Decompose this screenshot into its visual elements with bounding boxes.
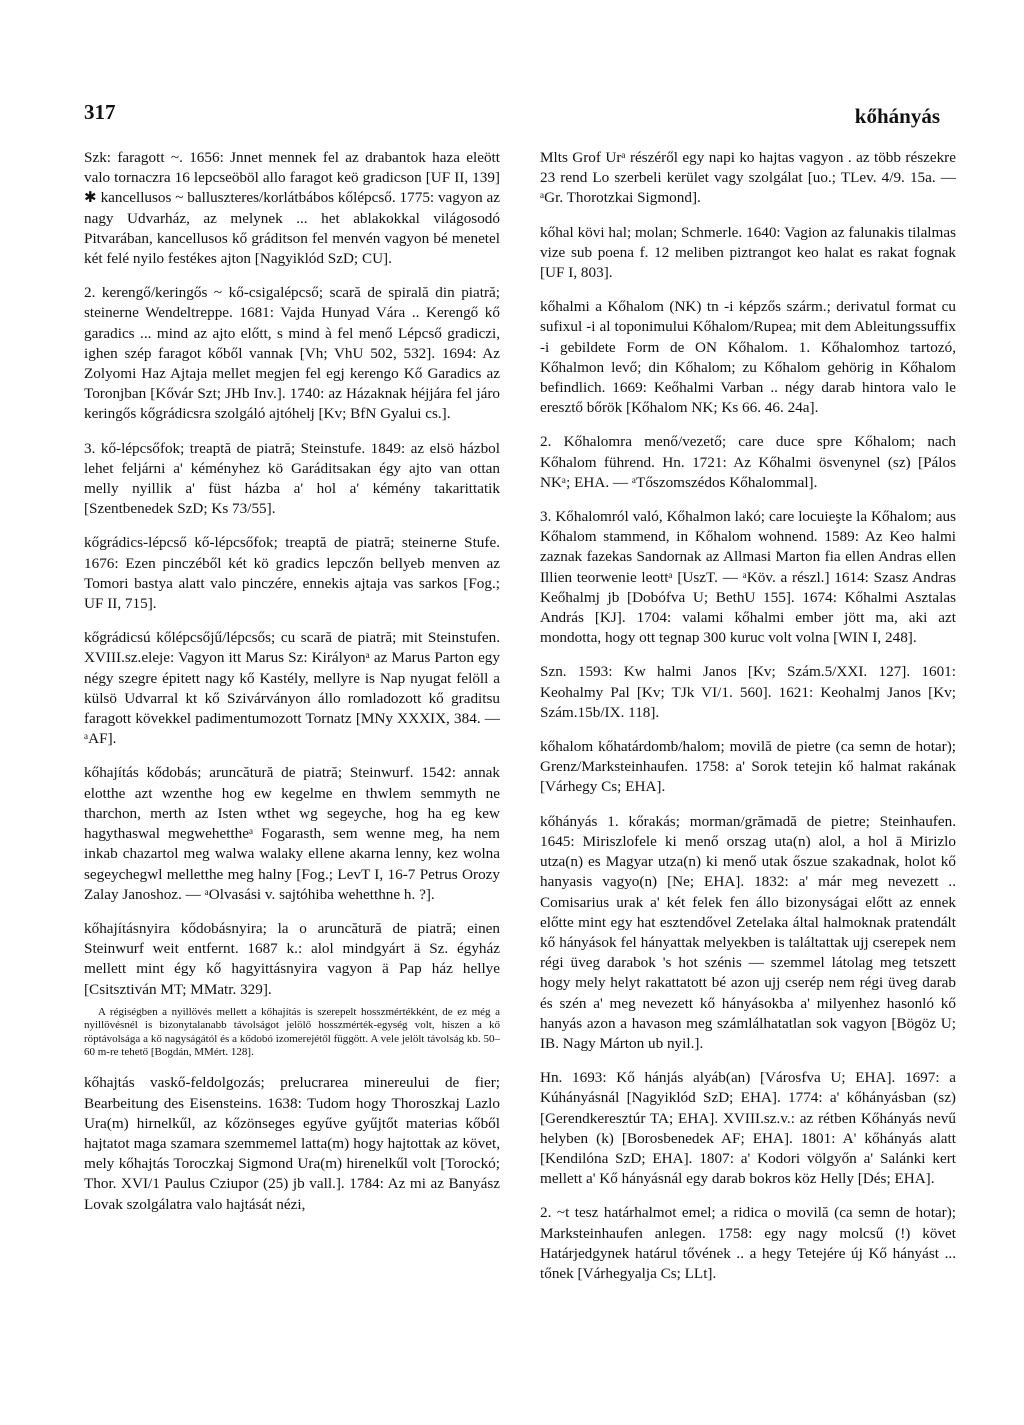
- entry-kohanyas: kőhányás 1. kőrakás; morman/grămadă de pietre; Steinhaufen. 1645: Miriszlofele ki menő orszag uta(n) alol, a hol ā Mirizlo utza(n) es Magyar utza(n) ki menő utak őszue szakadnak, holot kő hanyasis vagyo(n) [Ne; EHA]. 1832: a' már meg nevezett .. Comisarius urak a' két felek fen állo bizonyságai előtt az ennek előtte mint egy hat esztendővel Zetelaka által halmoknak pratendált kő hányások fel hányattak melyekben is találtattak ujj cserepek nem régi üveg darabok 's hot szénis — szemmel látolag meg tetszett hogy mely helyt rakattatott bé azon ujj cserép nem régi üveg darab és szén a' meg nevezett kő hányásokba a' milyenhez hasonló kő hanyás azon a havason meg számlálhatatlan sok vagyon [Bögöz U; IB. Nagy Márton ub nyil.].: [540, 812, 956, 1052]
- placenames-hn: Hn. 1693: Kő hánjás alyáb(an) [Városfva U; EHA]. 1697: a Kúhányásnál [Nagyiklód SzD; EHA]. 1774: a' kőhányásban (sz) [Gerendkeresztúr TA; EHA]. XVIII.sz.v.: az rétben Kőhányás nevű helyben (k) [Borosbenedek AF; EHA]. 1801: A' kőhányás alatt [Kendilóna SzD; EHA]. 1807: a' Kodori völgyőn a' Salánki kert mellett a' Kő hányásnál egy darab bokros köz Helly [Dés; EHA].: [540, 1069, 956, 1188]
- entry-kogradicsu: kőgrádicsú kőlépcsőjű/lépcsős; cu scară de piatră; mit Steinstufen. XVIII.sz.eleje: Vagyon itt Marus Sz: Királyonᵃ az Marus Parton egy négy szegre épitett nagy kő Kastély, mellyre is Nap nyugat felöll a külsö Udvarral kt kő Szivárványon állo romladozott kő graditsu faragott kövekkel padimentumozott Tornatz [MNy XXXIX, 384. — ᵃAF].: [84, 629, 500, 748]
- running-head: kőhányás: [854, 104, 940, 128]
- entry-kohalom: kőhalom kőhatárdomb/halom; movilă de pietre (ca semn de hotar); Grenz/Marksteinhaufen. 1758: a' Sorok tetejin kő halmat rakának [Várhegy Cs; EHA].: [540, 738, 956, 796]
- entry-kohalmi: kőhalmi a Kőhalom (NK) tn -i képzős szárm.; derivatul format cu sufixul -i al toponimului Kőhalom/Rupea; mit dem Ableitungssuffix -i gebildete Form de ON Kőhalom. 1. Kőhalomhoz tartozó, Kőhalmon levő; din Kőhalom; zu Kőhalom gehörig in Kőhalom befindlich. 1669: Keőhalmi Varban .. négy darab hintora valo le eresztő bőrök [Kőhalom NK; Ks 66. 46. 24a].: [540, 298, 956, 417]
- sense-t-tesz: 2. ~t tesz határhalmot emel; a ridica o movilă (ca semn de hotar); Marksteinhaufen anlegen. 1758: egy nagy molcsű (!) követ Határjedgynek határul tővének .. a hegy Tetejére új Kő hányást ... tőnek [Várhegyalja Cs; LLt].: [540, 1204, 956, 1282]
- entry-kohal: kőhal kövi hal; molan; Schmerle. 1640: Vagion az falunakis tilalmas vize sub poena f. 12 meliben piztrangot keo halat es rakat fognak [UF I, 803].: [540, 223, 956, 282]
- entry-kohajtas: kőhajtás vaskő-feldolgozás; prelucrarea minereului de fier; Bearbeitung des Eisensteins. 1638: Tudom hogy Thoroszkaj Lazlo Ura(m) hirnelkűl, az kőzönseges egyűve gyűjtőt materias kőből hajtatot maga szamara szemmemel latta(m) hogy hajtottak az követ, mely kőhajtás Toroczkaj Sigmond Ura(m) hirenelkűl volt [Torockó; Thor. XVI/1 Paulus Cziupor (25) jb vall.]. 1784: Az mi az Banyász Lovak szolgálatra valo hajtását nézi,: [84, 1074, 500, 1213]
- sense-kerengo: 2. kerengő/keringős ~ kő-csigalépcső; scară de spirală din piatră; steinerne Wendeltreppe. 1681: Vajda Hunyad Vára .. Kerengő kő garadics ... mind az ajto előtt, s mind à fel menő Lépcső gradiczi, ighen szép faragot kőből vannak [Vh; VhU 502, 532]. 1694: Az Zolyomi Haz Ajtaja mellet megjen fel egj kerengo Kő Garadics az Toronjban [Kővár Szt; JHb Inv.]. 1740: az Házaknak héjjára fel járo keringős kőgrádicsra szolgáló ajtóhelj [Kv; BfN Gyalui cs.].: [84, 284, 500, 423]
- entry-kohajitas: kőhajítás kődobás; aruncătură de piatră; Steinwurf. 1542: annak elotthe azt wzenthe hog ew kegelme en thwlem semmyth ne tharchon, merth az Isten wthet wg segeyche, hog ha eg kew hagythaswal megwehettheᵃ Fogarasth, sem wenne meg, ha nem inkab chazartol meg walwa walaky ellene akarna lenny, kez wolna segeychegwl melletthe meg halny [Fog.; LevT I, 16-7 Petrus Orozy Zalay Janoshoz. — ᵃOlvasási v. sajtóhiba wehetthne h. ?].: [84, 764, 500, 903]
- page-number: 317: [84, 100, 116, 124]
- sense-lepcsofok: 3. kő-lépcsőfok; treaptă de piatră; Steinstufe. 1849: az elsö házbol lehet feljárni a' kéményhez kö Garáditsakan égy ajto van ottan melly nyillik a' füst házba a' hol a' kémény takarittatik [Szentbenedek SzD; Ks 73/55].: [84, 439, 500, 518]
- sense-kohalomrol: 3. Kőhalomról való, Kőhalmon lakó; care locuieşte la Kőhalom; aus Kőhalom stammend, in Kőhalom wohnend. 1589: Az Keo halmi zaznak fazekas Sandornak az Allmasi Marton fia ellen Andras ellen Illien teorwenie leottᵃ [UszT. — ᵃKöv. a részl.] 1614: Szasz Andras Keőhalmj jb [Dobófva U; BethU 155]. 1674: Kőhalmi Asztalas András [KJ]. 1704: valami kőhalmi ember jött ma, aki azt mondotta, hogy ott tegnap 300 kuruc volt volna [WIN I, 248].: [540, 508, 956, 647]
- surnames-szn: Szn. 1593: Kw halmi Janos [Kv; Szám.5/XXI. 127]. 1601: Keohalmy Pal [Kv; TJk VI/1. 560]. 1621: Keohalmj Janos [Kv; Szám.15b/IX. 118].: [540, 663, 956, 721]
- entry-kogradics-lepcso: kőgrádics-lépcső kő-lépcsőfok; treaptă de piatră; steinerne Stufe. 1676: Ezen pinczéből két kö gradics lepczőn bellyeb menven az Tomori bastya alatt valo pinczére, ennekis ajtaja vas sarkos [Fog.; UF II, 715].: [84, 534, 500, 613]
- sense-kohalomra: 2. Kőhalomra menő/vezető; care duce spre Kőhalom; nach Kőhalom führend. Hn. 1721: Az Kőhalmi ösvenynel (sz) [Pálos NKᵃ; EHA. — ᵃTőszomszédos Kőhalommal].: [540, 433, 956, 491]
- footnote: A régiségben a nyillövés mellett a kőhajítás is szerepelt hosszmértékként, de ez még a nyillövésnél is bizonytalanabb távolságot jelölő hosszmérték-egység volt, hiszen a kő röptávolsága a kő nagyságától és a kődobó izomerejétől függött. A vele jelölt távolság kb. 50–60 m-re tehető [Bogdán, MMért. 128].: [84, 1005, 500, 1058]
- entry-kohajitasnyira: kőhajításnyira kődobásnyira; la o aruncătură de piatră; einen Steinwurf weit entfernt. 1687 k.: alol mindgyárt ä Sz. égyház mellett mint égy kő hagyittásnyira vagyon ä Pap ház hellye [Csitsztiván MT; MMatr. 329].: [84, 919, 500, 998]
- entry-kohajtas-continuation: Mlts Grof Urᵃ részéről egy napi ko hajtas vagyon . az több részekre 23 rend Lo szerbeli kerület vagy szolgálat [uo.; TLev. 4/9. 15a. — ᵃGr. Thorotzkai Sigmond].: [540, 149, 956, 207]
- entry-koegradics-continuation: Szk: faragott ~. 1656: Jnnet mennek fel az drabantok haza eleött valo tornaczra 16 lepcseöböl allo faragot keö gradicson [UF II, 139] ✱ kancellusos ~ balluszteres/korlátbábos kőlépcső. 1775: vagyon az nagy Udvarház, az melynek ... het ablakokkal világosodó Pitvarában, kancellusos kő gráditson fel menvén vagyon bé menetel két felé nyilo festékes ajton [Nagyiklód SzD; CU].: [84, 149, 500, 268]
- left-column: [84, 148, 500, 1229]
- right-column: [540, 148, 956, 1298]
